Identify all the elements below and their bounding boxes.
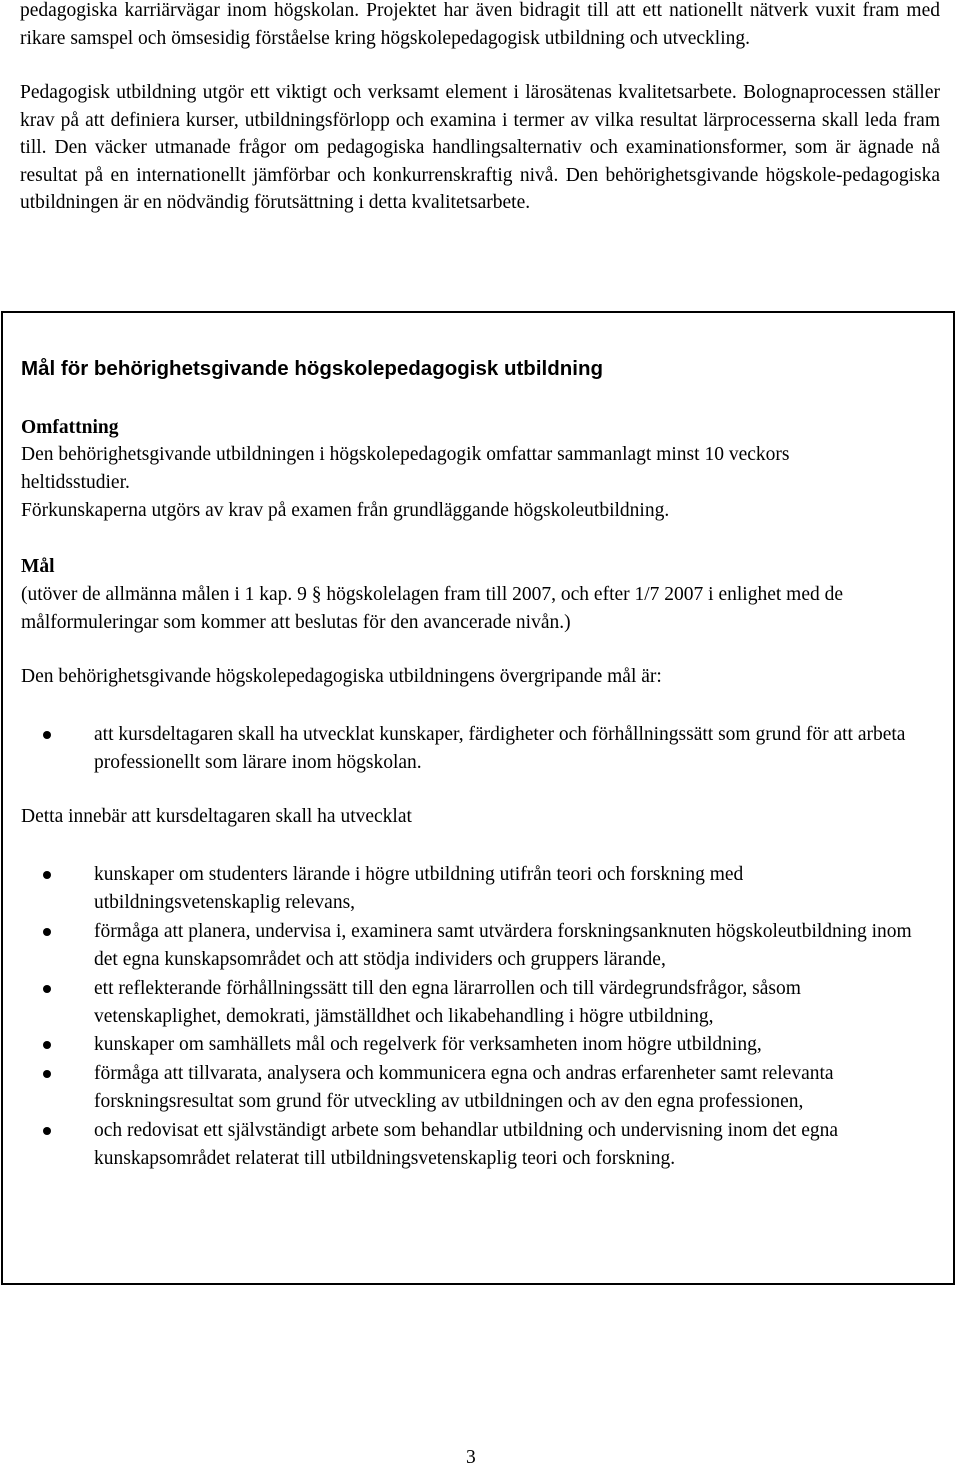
detail-goals-list: [21, 861, 926, 1173]
forkunskaper-text: Förkunskaperna utgörs av krav på examen från grundläggande högskoleutbildning.: [21, 500, 670, 521]
overall-intro: Den behörighetsgivande högskolepedagogiska utbildningens övergripande mål är:: [21, 666, 662, 687]
list-item: kunskaper om samhällets mål och regelverk för verksamheten inom högre utbildning,: [21, 1031, 926, 1059]
list-item: förmåga att tillvarata, analysera och kommunicera egna och andras erfarenheter samt relevanta forskningsresultat som grund för utveckling av utbildningen och av den egna professionen,: [21, 1060, 926, 1117]
omfattning-text: Den behörighetsgivande utbildningen i högskolepedagogik omfattar sammanlagt minst 10 veckors heltidsstudier.: [21, 444, 790, 493]
intro-text: [20, 0, 940, 217]
list-item: kunskaper om studenters lärande i högre utbildning utifrån teori och forskning med utbildningsvetenskaplig relevans,: [21, 861, 926, 918]
page-number: 3: [466, 1447, 476, 1468]
goals-box: [1, 311, 955, 1285]
list-item: att kursdeltagaren skall ha utvecklat kunskaper, färdigheter och förhållningssätt som grund för att arbeta professionellt som lärare inom högskolan.: [21, 721, 926, 778]
list-item: och redovisat ett självständigt arbete som behandlar utbildning och undervisning inom det egna kunskapsområdet relaterat till utbildningsvetenskaplig teori och forskning.: [21, 1117, 926, 1174]
list-item: ett reflekterande förhållningssätt till den egna lärarrollen och till värdegrundsfrågor, såsom vetenskaplighet, demokrati, jämställdhet och likabehandling i högre utbildning,: [21, 975, 926, 1032]
goals-title: Mål för behörighetsgivande högskolepedagogisk utbildning: [21, 357, 604, 380]
list-item: förmåga att planera, undervisa i, examinera samt utvärdera forskningsanknuten högskoleutbildning inom det egna kunskapsområdet och att stödja individers och gruppers lärande,: [21, 918, 926, 975]
detail-intro: Detta innebär att kursdeltagaren skall ha utvecklat: [21, 806, 412, 827]
intro-paragraph-1: pedagogiska karriärvägar inom högskolan. Projektet har även bidragit till att ett nationellt nätverk vuxit fram med rikare samspel och ömsesidig förståelse kring högskolepedagogisk utbildning och utveckling.: [20, 0, 940, 49]
overall-goals-list: [21, 721, 926, 778]
mal-note: (utöver de allmänna målen i 1 kap. 9 § högskolelagen fram till 2007, och efter 1/7 2007 i enlighet med de målformuleringar som kommer att beslutas för den avancerade nivån.): [21, 584, 844, 633]
intro-paragraph-2: Pedagogisk utbildning utgör ett viktigt och verksamt element i lärosätenas kvalitetsarbete. Bolognaprocessen ställer krav på att definiera kurser, utbildningsförlopp och examina i termer av vilka resultat lärprocesserna skall leda fram till. Den väcker utmanade frågor om pedagogiska handlingsalternativ och examinationsformer, som är ägnade nå resultat på en internationellt jämförbar och konkurrenskraftig nivå. Den behörighetsgivande högskole-pedagogiska utbildningen är en nödvändig förutsättning i detta kvalitetsarbete.: [20, 82, 940, 213]
mal-heading: Mål: [21, 556, 55, 577]
omfattning-heading: Omfattning: [21, 417, 119, 438]
